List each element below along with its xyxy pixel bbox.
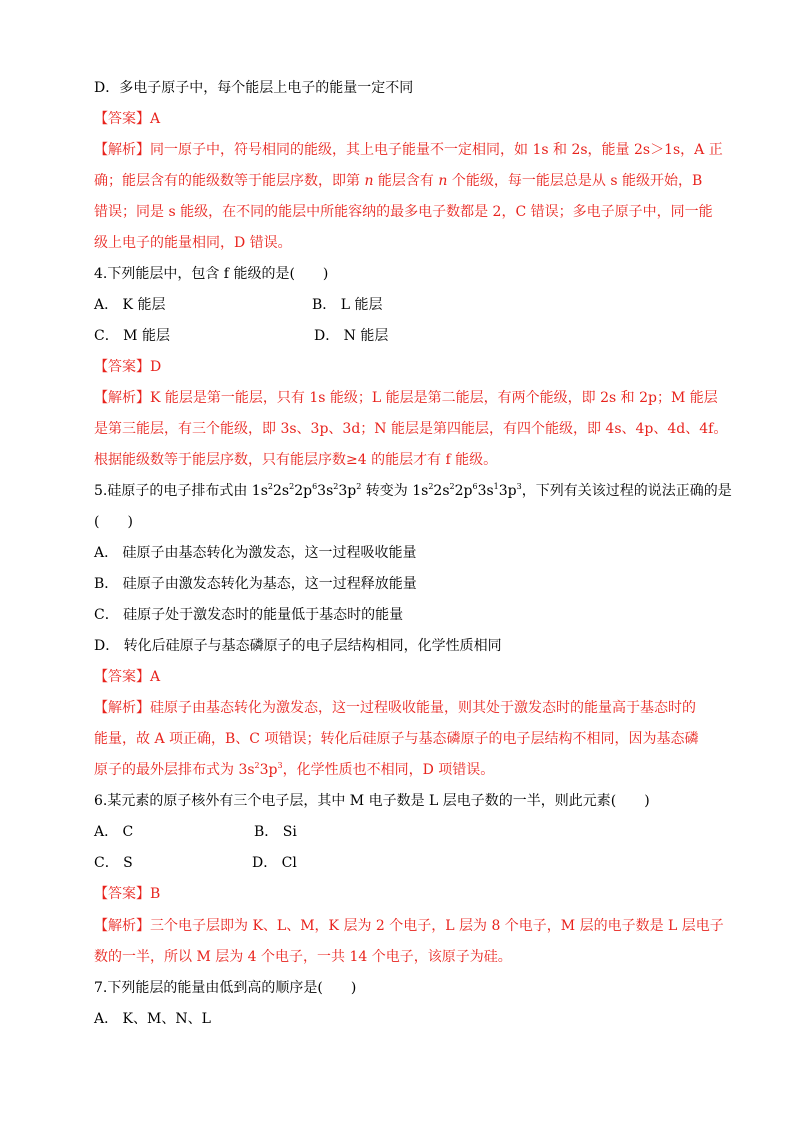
answer-value: D xyxy=(150,359,162,375)
analysis-text: 原子的最外层排布式为 3s xyxy=(94,762,255,778)
analysis-label: 【解析】 xyxy=(94,142,150,158)
q3-option-d: D．多电子原子中，每个能层上电子的能量一定不同 xyxy=(94,80,414,96)
analysis-text: ，化学性质也不相同，D 项错误。 xyxy=(282,762,495,778)
answer-value: A xyxy=(150,111,161,127)
stem-text: 2s xyxy=(273,483,290,499)
answer-value: A xyxy=(150,669,161,685)
q5-option-b: B． 硅原子由激发态转化为基态，这一过程释放能量 xyxy=(94,576,417,592)
q6-option-d: D． Cl xyxy=(252,855,297,871)
q6-answer xyxy=(94,884,160,904)
stem-text: 5.硅原子的电子排布式由 1s xyxy=(94,483,268,499)
superscript: 6 xyxy=(312,482,318,491)
q5-option-a: A． 硅原子由基态转化为激发态，这一过程吸收能量 xyxy=(94,545,417,561)
q5-analysis-line2: 能量，故 A 项正确，B、C 项错误；转化后硅原子与基态磷原子的电子层结构不相同，因为基态磷 xyxy=(94,731,699,747)
italic-n: n xyxy=(364,173,374,189)
q5-option-c: C． 硅原子处于激发态时的能量低于基态时的能量 xyxy=(94,607,404,623)
analysis-text: 确；能层含有的能级数等于能层序数，即第 xyxy=(94,173,365,189)
stem-text: ，下列有关该过程的说法正确的是 xyxy=(521,483,732,499)
q4-option-c: C． M 能层 xyxy=(94,328,170,344)
stem-text: 2p xyxy=(454,483,473,499)
q3-analysis-line4: 级上电子的能量相同，D 错误。 xyxy=(94,235,292,251)
q5-answer xyxy=(94,667,160,687)
q5-stem xyxy=(94,481,732,501)
italic-n: n xyxy=(438,173,448,189)
q3-analysis-line1 xyxy=(94,140,723,160)
q3-answer xyxy=(94,109,160,129)
q6-stem: 6.某元素的原子核外有三个电子层，其中 M 电子数是 L 层电子数的一半，则此元素( ) xyxy=(94,793,650,809)
superscript: 2 xyxy=(428,482,434,491)
q4-option-a: A． K 能层 xyxy=(94,297,166,313)
superscript: 6 xyxy=(472,482,478,491)
answer-label: 【答案】 xyxy=(94,886,150,902)
q5-analysis-line1 xyxy=(94,698,696,718)
stem-text: 2s xyxy=(433,483,450,499)
q4-analysis-line3: 根据能级数等于能层序数，只有能层序数≥4 的能层才有 f 能级。 xyxy=(94,452,498,468)
q6-option-c: C． S xyxy=(94,855,133,871)
superscript: 2 xyxy=(254,761,260,770)
stem-text: 3p xyxy=(498,483,517,499)
q4-stem: 4.下列能层中，包含 f 能级的是( ) xyxy=(94,266,329,282)
answer-value: B xyxy=(150,886,161,902)
q5-stem-paren: ( ) xyxy=(94,514,133,530)
stem-text: 2p xyxy=(294,483,313,499)
q6-analysis-line1 xyxy=(94,916,724,936)
analysis-text: 同一原子中，符号相同的能级，其上电子能量不一定相同，如 1s 和 2s，能量 2s＞1s，A 正 xyxy=(150,142,723,158)
superscript: 3 xyxy=(277,761,283,770)
q4-option-b: B． L 能层 xyxy=(312,297,383,313)
q4-analysis-line2: 是第三能层，有三个能级，即 3s、3p、3d；N 能层是第四能层，有四个能级，即 4s、4p、4d、4f。 xyxy=(94,421,728,437)
superscript: 2 xyxy=(289,482,295,491)
superscript: 1 xyxy=(493,482,499,491)
analysis-text: 硅原子由基态转化为激发态，这一过程吸收能量，则其处于激发态时的能量高于基态时的 xyxy=(150,700,696,716)
q7-option-a: A． K、M、N、L xyxy=(94,1011,211,1027)
stem-text: 3s xyxy=(477,483,494,499)
analysis-text: 个能级，每一能层总是从 s 能级开始，B xyxy=(447,173,703,189)
q5-analysis-line3 xyxy=(94,760,494,780)
q7-stem: 7.下列能层的能量由低到高的顺序是( ) xyxy=(94,980,357,996)
q3-analysis-line3: 错误；同是 s 能级，在不同的能层中所能容纳的最多电子数都是 2，C 错误；多电子原子中，同一能 xyxy=(94,204,713,220)
q6-analysis-line2: 数的一半，所以 M 层为 4 个电子，一共 14 个电子，该原子为硅。 xyxy=(94,949,512,965)
analysis-text: 能层含有 xyxy=(373,173,439,189)
stem-text: 转变为 1s xyxy=(361,483,429,499)
superscript: 3 xyxy=(516,482,522,491)
answer-label: 【答案】 xyxy=(94,111,150,127)
stem-text: 3p xyxy=(338,483,357,499)
q4-answer xyxy=(94,357,161,377)
analysis-label: 【解析】 xyxy=(94,700,150,716)
q4-analysis-line1 xyxy=(94,388,718,408)
superscript: 2 xyxy=(267,482,273,491)
answer-label: 【答案】 xyxy=(94,359,150,375)
analysis-label: 【解析】 xyxy=(94,918,150,934)
q6-option-a: A． C xyxy=(94,824,134,840)
q5-option-d: D． 转化后硅原子与基态磷原子的电子层结构相同，化学性质相同 xyxy=(94,638,502,654)
analysis-label: 【解析】 xyxy=(94,390,150,406)
superscript: 2 xyxy=(333,482,339,491)
analysis-text: 三个电子层即为 K、L、M，K 层为 2 个电子，L 层为 8 个电子，M 层的电子数是 L 层电子 xyxy=(150,918,724,934)
superscript: 2 xyxy=(449,482,455,491)
superscript: 2 xyxy=(356,482,362,491)
q4-option-d: D． N 能层 xyxy=(314,328,389,344)
q3-analysis-line2 xyxy=(94,171,702,191)
answer-label: 【答案】 xyxy=(94,669,150,685)
analysis-text: 3p xyxy=(259,762,278,778)
analysis-text: K 能层是第一能层，只有 1s 能级；L 能层是第二能层，有两个能级，即 2s 和 2p；M 能层 xyxy=(150,390,718,406)
stem-text: 3s xyxy=(317,483,334,499)
q6-option-b: B． Si xyxy=(254,824,297,840)
